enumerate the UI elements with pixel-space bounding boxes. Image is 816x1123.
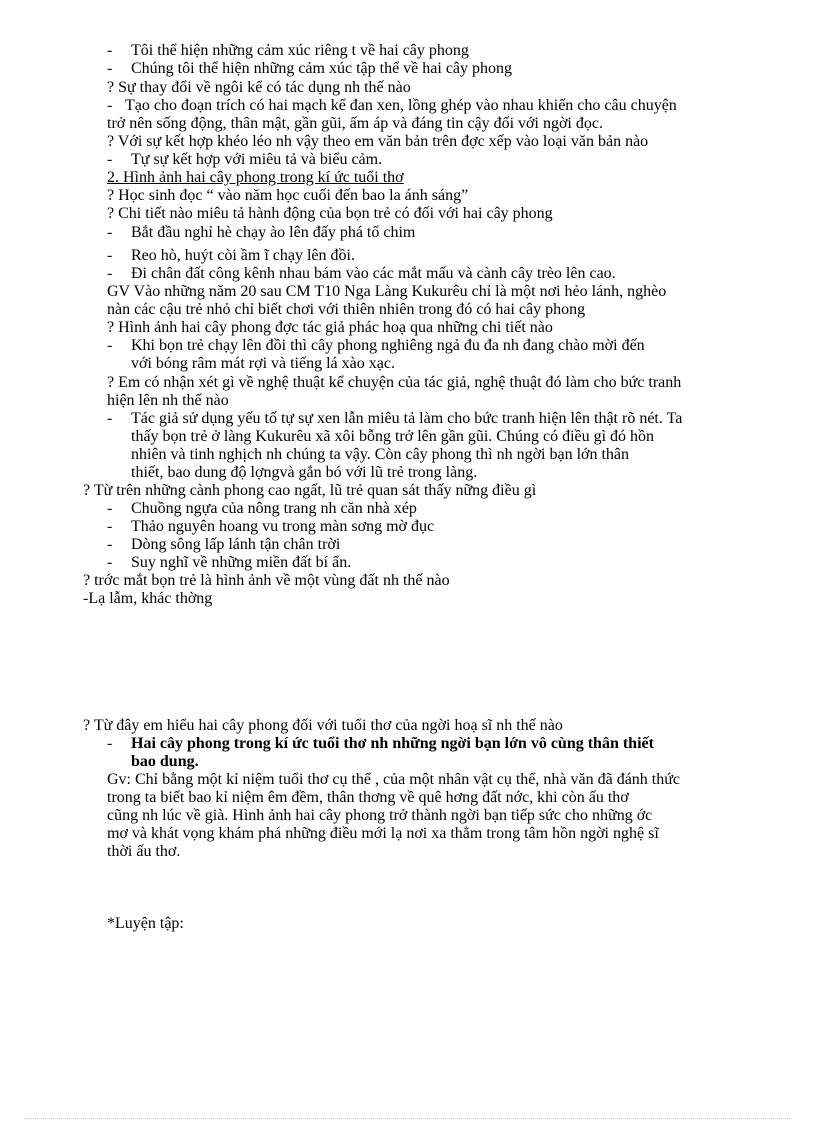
bullet-dash: - [107, 500, 113, 517]
question-line: ? Chi tiết nào miêu tả hành động của bọn trẻ có đối với hai cây phong [107, 205, 553, 222]
bullet-dash: - [107, 410, 113, 427]
question-line: ? Từ đây em hiểu hai cây phong đối với tuổi thơ của ngời hoạ sĩ nh thế nào [83, 717, 563, 734]
question-line: ? Sự thay đổi về ngôi kể có tác dụng nh thế nào [107, 79, 411, 96]
text-line: -Lạ lẫm, khác thờng [83, 590, 213, 607]
text-line: thiết, bao dung độ lợngvà gắn bó với lũ trẻ trong làng. [131, 464, 478, 481]
text-line: Thảo nguyên hoang vu trong màn sơng mờ đục [131, 518, 435, 535]
text-line: Chúng tôi thể hiện những cảm xúc tập thể về hai cây phong [131, 60, 513, 77]
question-line: ? Em có nhận xét gì về nghệ thuật kể chuyện của tác giả, nghệ thuật đó làm cho bức tranh [107, 374, 682, 391]
exercise-heading: *Luyện tập: [107, 915, 184, 932]
text-line: Suy nghĩ về những miền đất bí ẩn. [131, 554, 352, 571]
text-line: nàn các cậu trẻ nhỏ chỉ biết chơi với thiên nhiên trong đó có hai cây phong [107, 301, 586, 318]
bullet-dash: - [107, 518, 113, 535]
text-line: Chuồng ngựa của nông trang nh căn nhà xép [131, 500, 417, 517]
question-line: hiện lên nh thế nào [107, 392, 229, 409]
text-line: với bóng râm mát rợi và tiếng lá xào xạc. [131, 355, 395, 372]
bullet-dash: - [107, 247, 113, 264]
text-line: Đi chân đất công kênh nhau bám vào các mắt mấu và cành cây trèo lên cao. [131, 265, 616, 282]
bullet-dash: - [107, 42, 113, 59]
bullet-dash: - [107, 60, 113, 77]
text-line: Dòng sông lấp lánh tận chân trời [131, 536, 341, 553]
bullet-dash: - [107, 337, 113, 354]
text-line: Tạo cho đoạn trích có hai mạch kể đan xen, lồng ghép vào nhau khiến cho câu chuyện [125, 97, 677, 114]
bullet-dash: - [107, 536, 113, 553]
question-line: ? Hình ảnh hai cây phong đợc tác giả phác hoạ qua những chi tiết nào [107, 319, 553, 336]
text-line: nhiên và tinh nghịch nh chúng ta vậy. Còn cây phong thì nh ngời bạn lớn thân [131, 446, 630, 463]
text-line: cũng nh lúc về già. Hình ảnh hai cây phong trở thành ngời bạn tiếp sức cho những ớc [107, 807, 653, 824]
text-line: trong ta biết bao kỉ niệm êm đềm, thân thơng về quê hơng đất nớc, khi còn ấu thơ [107, 789, 629, 806]
text-line: Reo hò, huýt còi ầm ĩ chạy lên đồi. [131, 247, 355, 264]
text-line: Tự sự kết hợp với miêu tả và biểu cảm. [131, 151, 383, 168]
bullet-dash: - [107, 265, 113, 282]
text-line: GV Vào những năm 20 sau CM T10 Nga Làng Kukurêu chỉ là một nơi hẻo lánh, nghèo [107, 283, 667, 300]
bold-answer-line: Hai cây phong trong kí ức tuổi thơ nh những ngời bạn lớn vô cùng thân thiết [131, 735, 654, 752]
question-line: ? Học sinh đọc “ vào năm học cuối đến bao la ánh sáng” [107, 187, 469, 204]
bold-answer-line: bao dung. [131, 753, 199, 770]
text-line: Khi bọn trẻ chạy lên đồi thì cây phong nghiêng ngả đu đa nh đang chào mời đến [131, 337, 645, 354]
text-line: trở nên sống động, thân mật, gần gũi, ấm áp và đáng tin cậy đối với ngời đọc. [107, 115, 603, 132]
bullet-dash: - [107, 97, 113, 114]
bullet-dash: - [107, 735, 113, 752]
question-line: ? trớc mắt bọn trẻ là hình ảnh về một vùng đất nh thế nào [83, 572, 450, 589]
text-line: Bắt đầu nghỉ hè chạy ào lên đấy phá tổ chim [131, 224, 416, 241]
bullet-dash: - [107, 224, 113, 241]
bullet-dash: - [107, 151, 113, 168]
text-line: mơ và khát vọng khám phá những điều mới lạ nơi xa thẳm trong tâm hồn ngời nghệ sĩ [107, 825, 659, 842]
text-line: thấy bọn trẻ ở làng Kukurêu xã xôi bỗng trở lên gần gũi. Chúng có điều gì đó hồn [131, 428, 655, 445]
question-line: ? Với sự kết hợp khéo léo nh vậy theo em văn bản trên đợc xếp vào loại văn bản nào [107, 133, 649, 150]
question-line: ? Từ trên những cành phong cao ngất, lũ trẻ quan sát thấy nững điều gì [83, 482, 537, 499]
text-line: thời ấu thơ. [107, 843, 181, 860]
bullet-dash: - [107, 554, 113, 571]
text-line: Gv: Chỉ bằng một kỉ niệm tuổi thơ cụ thể , của một nhân vật cụ thể, nhà văn đã đánh thức [107, 771, 681, 788]
page-bottom-rule [24, 1118, 792, 1119]
text-line: Tác giả sử dụng yếu tố tự sự xen lẫn miêu tả làm cho bức tranh hiện lên thật rõ nét. Ta [131, 410, 683, 427]
text-line: Tôi thể hiện những cảm xúc riêng t về hai cây phong [131, 42, 469, 59]
section-heading: 2. Hình ảnh hai cây phong trong kí ức tuổi thơ [107, 169, 404, 186]
